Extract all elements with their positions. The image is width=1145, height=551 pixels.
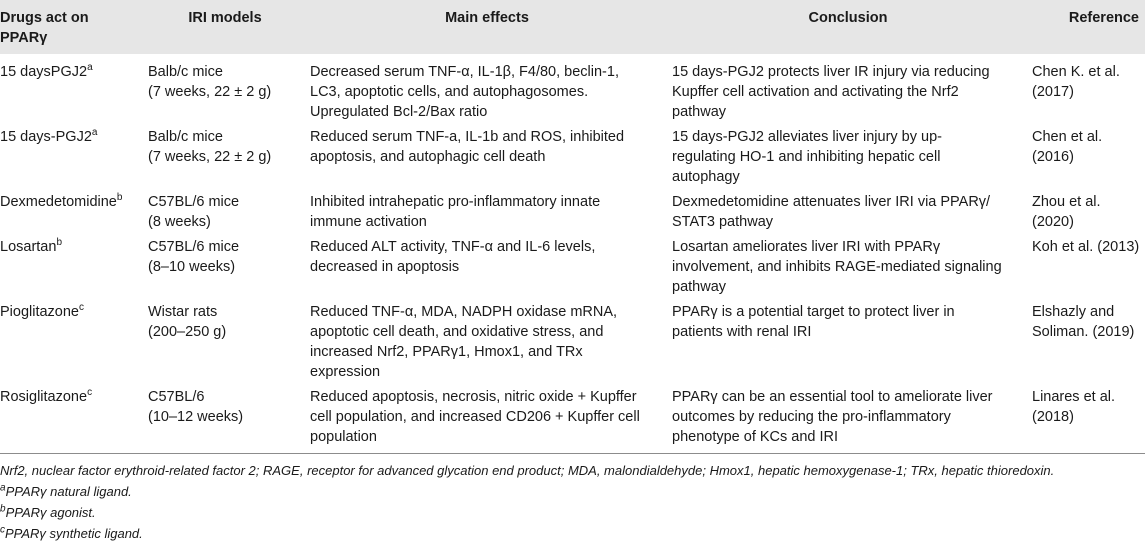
iri-model-cell-line: C57BL/6 mice bbox=[148, 239, 240, 255]
main-effects-cell bbox=[306, 299, 668, 384]
iri-model-cell-line: (7 weeks, 22 ± 2 g) bbox=[148, 84, 272, 100]
drug-footnote-marker: a bbox=[91, 127, 98, 139]
iri-model-cell-line: C57BL/6 mice bbox=[148, 194, 240, 210]
drug-footnote-marker: c bbox=[87, 387, 93, 399]
main-effects-cell-line: decreased in apoptosis bbox=[310, 259, 460, 275]
iri-model-cell-line: (7 weeks, 22 ± 2 g) bbox=[148, 149, 272, 165]
header-main-effects-text: Main effects bbox=[445, 10, 529, 26]
conclusion-cell-line: Dexmedetomidine attenuates liver IRI via PPARγ/ bbox=[672, 194, 991, 210]
conclusion-cell-line: pathway bbox=[672, 104, 727, 120]
drug-cell bbox=[0, 124, 144, 189]
drug-cell bbox=[0, 189, 144, 234]
reference-cell bbox=[1028, 299, 1145, 384]
header-iri-models bbox=[144, 0, 306, 54]
conclusion-cell bbox=[668, 384, 1028, 454]
reference-cell-line: (2016) bbox=[1032, 149, 1074, 165]
footnote-a-text: PPARγ natural ligand. bbox=[5, 484, 132, 499]
drug-name: 15 days-PGJ2 bbox=[0, 129, 92, 145]
header-row bbox=[0, 0, 1145, 54]
header-iri-models-text: IRI models bbox=[188, 10, 262, 26]
header-drugs-line-1: Drugs act on bbox=[0, 10, 89, 26]
header-drugs-line-2: PPARγ bbox=[0, 30, 48, 46]
footnote-a-marker: a bbox=[0, 482, 6, 494]
conclusion-cell-line: PPARγ is a potential target to protect liver in bbox=[672, 304, 955, 320]
footnote-a bbox=[0, 481, 1145, 502]
reference-cell bbox=[1028, 189, 1145, 234]
main-effects-cell-line: immune activation bbox=[310, 214, 427, 230]
reference-cell bbox=[1028, 234, 1145, 299]
drug-name: Pioglitazone bbox=[0, 304, 79, 320]
reference-cell-line: Soliman. (2019) bbox=[1032, 324, 1135, 340]
reference-cell-line: Chen et al. bbox=[1032, 129, 1103, 145]
drug-name: Losartan bbox=[0, 239, 57, 255]
drug-name: Rosiglitazone bbox=[0, 389, 88, 405]
iri-model-cell-line: Wistar rats bbox=[148, 304, 218, 320]
drug-name: Dexmedetomidine bbox=[0, 194, 117, 210]
iri-model-cell-line: (200–250 g) bbox=[148, 324, 227, 340]
table-row bbox=[0, 189, 1145, 234]
drug-cell bbox=[0, 299, 144, 384]
table-row bbox=[0, 299, 1145, 384]
reference-cell-line: Zhou et al. bbox=[1032, 194, 1101, 210]
footnote-c bbox=[0, 523, 1145, 544]
conclusion-cell bbox=[668, 124, 1028, 189]
main-effects-cell bbox=[306, 384, 668, 454]
footnote-b-text: PPARγ agonist. bbox=[5, 505, 96, 520]
footnote-b-marker: b bbox=[0, 503, 6, 515]
iri-model-cell-line: Balb/c mice bbox=[148, 64, 223, 80]
header-conclusion-text: Conclusion bbox=[808, 10, 888, 26]
iri-model-cell-line: (10–12 weeks) bbox=[148, 409, 244, 425]
main-effects-cell-line: expression bbox=[310, 364, 381, 380]
footnote-c-marker: c bbox=[0, 524, 5, 536]
drug-footnote-marker: b bbox=[56, 237, 62, 249]
main-effects-cell bbox=[306, 189, 668, 234]
main-effects-cell-line: increased Nrf2, PPARγ1, Hmox1, and TRx bbox=[310, 344, 583, 360]
iri-model-cell bbox=[144, 124, 306, 189]
conclusion-cell-line: STAT3 pathway bbox=[672, 214, 774, 230]
reference-cell-line: Elshazly and bbox=[1032, 304, 1115, 320]
iri-model-cell bbox=[144, 54, 306, 124]
table-body bbox=[0, 54, 1145, 454]
main-effects-cell-line: LC3, apoptotic cells, and autophagosomes. bbox=[310, 84, 589, 100]
header-main-effects bbox=[306, 0, 668, 54]
header-reference-text: Reference bbox=[1068, 10, 1139, 26]
table-row bbox=[0, 54, 1145, 124]
main-effects-cell-line: cell population, and increased CD206 + Kupffer cell bbox=[310, 409, 640, 425]
header-reference bbox=[1028, 0, 1145, 54]
iri-model-cell bbox=[144, 299, 306, 384]
main-effects-cell-line: Reduced apoptosis, necrosis, nitric oxide + Kupffer bbox=[310, 389, 637, 405]
conclusion-cell-line: regulating HO-1 and inhibiting hepatic cell bbox=[672, 149, 941, 165]
main-effects-cell-line: Upregulated Bcl-2/Bax ratio bbox=[310, 104, 488, 120]
conclusion-cell-line: phenotype of KCs and IRI bbox=[672, 429, 839, 445]
reference-cell-line: (2017) bbox=[1032, 84, 1074, 100]
conclusion-cell bbox=[668, 54, 1028, 124]
reference-cell bbox=[1028, 54, 1145, 124]
drug-name: 15 daysPGJ2 bbox=[0, 64, 88, 80]
drug-footnote-marker: a bbox=[87, 62, 93, 74]
drug-footnote-marker: b bbox=[116, 192, 123, 204]
conclusion-cell-line: pathway bbox=[672, 279, 727, 295]
main-effects-cell-line: Reduced serum TNF-a, IL-1b and ROS, inhibited bbox=[310, 129, 625, 145]
conclusion-cell-line: 15 days-PGJ2 alleviates liver injury by up- bbox=[672, 129, 942, 145]
main-effects-cell-line: Decreased serum TNF-α, IL-1β, F4/80, beclin-1, bbox=[310, 64, 619, 80]
footnotes bbox=[0, 454, 1145, 544]
conclusion-cell-line: Kupffer cell activation and activating the Nrf2 bbox=[672, 84, 959, 100]
conclusion-cell-line: PPARγ can be an essential tool to ameliorate liver bbox=[672, 389, 993, 405]
conclusion-cell bbox=[668, 189, 1028, 234]
conclusion-cell bbox=[668, 234, 1028, 299]
reference-cell-line: Chen K. et al. bbox=[1032, 64, 1120, 80]
main-effects-cell bbox=[306, 54, 668, 124]
drug-cell bbox=[0, 384, 144, 454]
main-effects-cell-line: apoptotic cell death, and oxidative stress, and bbox=[310, 324, 604, 340]
table-row bbox=[0, 234, 1145, 299]
reference-cell-line: (2018) bbox=[1032, 409, 1074, 425]
table-row bbox=[0, 384, 1145, 454]
footnote-c-text: PPARγ synthetic ligand. bbox=[5, 526, 143, 541]
drug-cell bbox=[0, 54, 144, 124]
reference-cell-line: Koh et al. (2013) bbox=[1032, 239, 1140, 255]
iri-model-cell-line: C57BL/6 bbox=[148, 389, 205, 405]
reference-cell-line: Linares et al. bbox=[1032, 389, 1116, 405]
iri-model-cell bbox=[144, 234, 306, 299]
iri-model-cell-line: (8 weeks) bbox=[148, 214, 211, 230]
footnote-b bbox=[0, 502, 1145, 523]
conclusion-cell-line: 15 days-PGJ2 protects liver IR injury via reducing bbox=[672, 64, 990, 80]
main-effects-cell bbox=[306, 124, 668, 189]
iri-model-cell bbox=[144, 384, 306, 454]
conclusion-cell-line: involvement, and inhibits RAGE-mediated signaling bbox=[672, 259, 1002, 275]
iri-model-cell-line: (8–10 weeks) bbox=[148, 259, 236, 275]
header-drugs bbox=[0, 0, 144, 54]
footnote-abbreviations: Nrf2, nuclear factor erythroid-related factor 2; RAGE, receptor for advanced glycation end product; MDA, malondialdehyde; Hmox1, hepatic hemoxygenase-1; TRx, hepatic thioredoxin. bbox=[0, 463, 1055, 478]
conclusion-cell-line: patients with renal IRI bbox=[672, 324, 812, 340]
main-effects-cell-line: Reduced TNF-α, MDA, NADPH oxidase mRNA, bbox=[310, 304, 618, 320]
table-row bbox=[0, 124, 1145, 189]
drug-cell bbox=[0, 234, 144, 299]
main-effects-cell bbox=[306, 234, 668, 299]
conclusion-cell-line: outcomes by reducing the pro-inflammatory bbox=[672, 409, 951, 425]
iri-model-cell-line: Balb/c mice bbox=[148, 129, 223, 145]
conclusion-cell bbox=[668, 299, 1028, 384]
main-effects-cell-line: population bbox=[310, 429, 377, 445]
main-effects-cell-line: apoptosis, and autophagic cell death bbox=[310, 149, 546, 165]
conclusion-cell-line: Losartan ameliorates liver IRI with PPARγ bbox=[672, 239, 941, 255]
conclusion-cell-line: autophagy bbox=[672, 169, 740, 185]
drug-footnote-marker: c bbox=[79, 302, 84, 314]
reference-cell-line: (2020) bbox=[1032, 214, 1074, 230]
main-effects-cell-line: Inhibited intrahepatic pro-inflammatory innate bbox=[310, 194, 601, 210]
main-effects-cell-line: Reduced ALT activity, TNF-α and IL-6 levels, bbox=[310, 239, 596, 255]
reference-cell bbox=[1028, 124, 1145, 189]
reference-cell bbox=[1028, 384, 1145, 454]
iri-model-cell bbox=[144, 189, 306, 234]
header-conclusion bbox=[668, 0, 1028, 54]
